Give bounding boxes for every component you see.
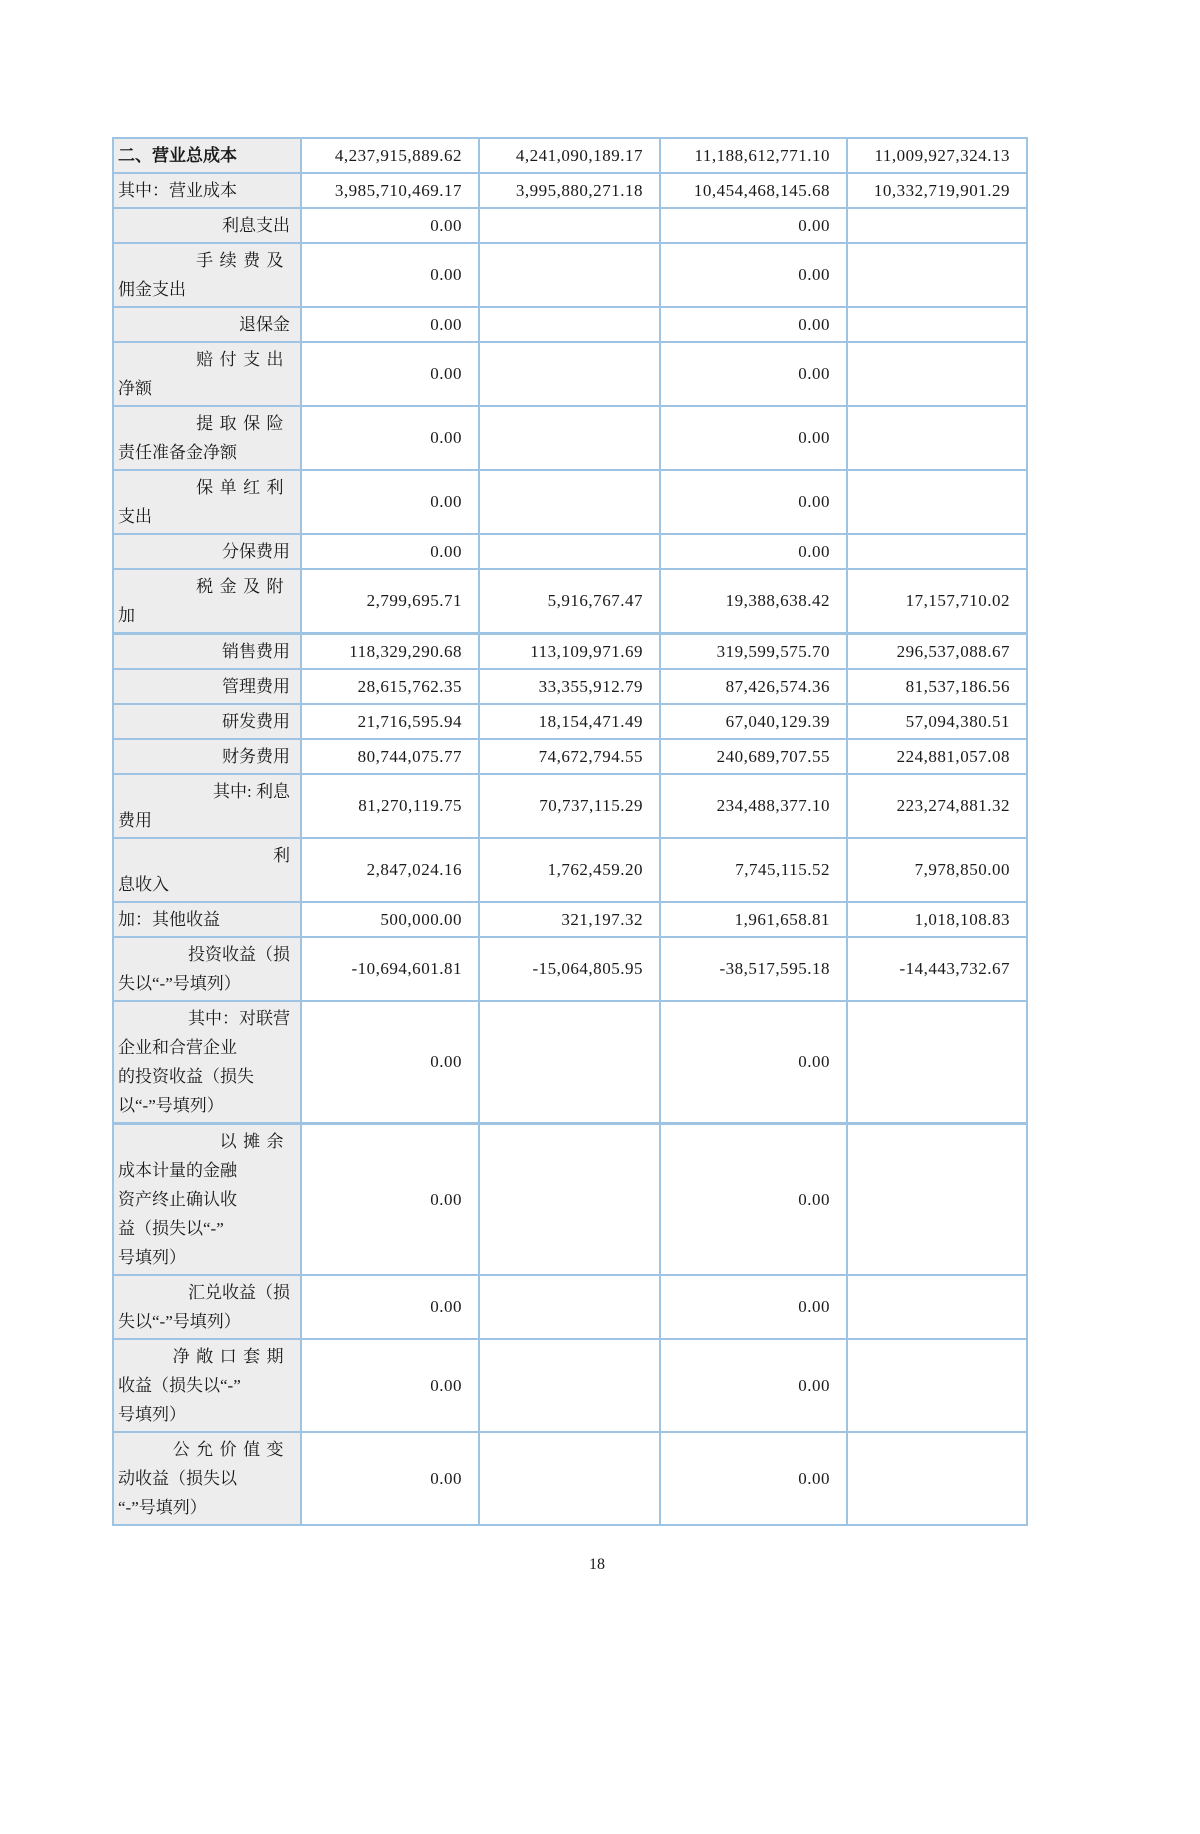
value-col3: 0.00 bbox=[660, 1001, 847, 1124]
table-row bbox=[113, 534, 1027, 569]
table-row bbox=[113, 937, 1027, 1001]
row-label: 净敞口套期 收益（损失以“-” 号填列） bbox=[113, 1339, 301, 1432]
row-label: 公允价值变 动收益（损失以 “-”号填列） bbox=[113, 1432, 301, 1525]
value-col2 bbox=[479, 243, 660, 307]
value-col2 bbox=[479, 1001, 660, 1124]
value-col3: 0.00 bbox=[660, 307, 847, 342]
value-col2 bbox=[479, 1275, 660, 1339]
value-col4 bbox=[847, 1275, 1027, 1339]
row-label: 退保金 bbox=[113, 307, 301, 342]
value-col3: 234,488,377.10 bbox=[660, 774, 847, 838]
value-col4 bbox=[847, 470, 1027, 534]
row-label: 其中：对联营 企业和合营企业 的投资收益（损失 以“-”号填列） bbox=[113, 1001, 301, 1124]
table-row bbox=[113, 173, 1027, 208]
value-col2: 5,916,767.47 bbox=[479, 569, 660, 634]
table-row bbox=[113, 406, 1027, 470]
value-col1: 0.00 bbox=[301, 1124, 479, 1276]
value-col2 bbox=[479, 1432, 660, 1525]
table-row bbox=[113, 208, 1027, 243]
value-col1: 0.00 bbox=[301, 534, 479, 569]
value-col3: 0.00 bbox=[660, 1275, 847, 1339]
row-label: 税金及附 加 bbox=[113, 569, 301, 634]
value-col4: 1,018,108.83 bbox=[847, 902, 1027, 937]
value-col1: 80,744,075.77 bbox=[301, 739, 479, 774]
value-col4 bbox=[847, 243, 1027, 307]
income-statement-table bbox=[112, 137, 1028, 1526]
value-col2: 4,241,090,189.17 bbox=[479, 138, 660, 173]
row-label: 分保费用 bbox=[113, 534, 301, 569]
table-row bbox=[113, 138, 1027, 173]
value-col4 bbox=[847, 1124, 1027, 1276]
value-col4: 224,881,057.08 bbox=[847, 739, 1027, 774]
row-label: 利息支出 bbox=[113, 208, 301, 243]
value-col2: 1,762,459.20 bbox=[479, 838, 660, 902]
value-col4: 11,009,927,324.13 bbox=[847, 138, 1027, 173]
value-col4: 7,978,850.00 bbox=[847, 838, 1027, 902]
value-col2 bbox=[479, 406, 660, 470]
value-col2: 74,672,794.55 bbox=[479, 739, 660, 774]
row-label: 利 息收入 bbox=[113, 838, 301, 902]
value-col2 bbox=[479, 470, 660, 534]
table-row bbox=[113, 739, 1027, 774]
table-row bbox=[113, 634, 1027, 670]
value-col4: 223,274,881.32 bbox=[847, 774, 1027, 838]
table-row bbox=[113, 1124, 1027, 1276]
table-row bbox=[113, 669, 1027, 704]
value-col1: 0.00 bbox=[301, 1275, 479, 1339]
value-col3: 0.00 bbox=[660, 208, 847, 243]
value-col3: 7,745,115.52 bbox=[660, 838, 847, 902]
value-col1: 2,799,695.71 bbox=[301, 569, 479, 634]
value-col1: 0.00 bbox=[301, 307, 479, 342]
row-label: 财务费用 bbox=[113, 739, 301, 774]
value-col3: 11,188,612,771.10 bbox=[660, 138, 847, 173]
value-col3: 0.00 bbox=[660, 1339, 847, 1432]
value-col4 bbox=[847, 534, 1027, 569]
page-number: 18 bbox=[589, 1556, 605, 1573]
row-label: 其中: 利息 费用 bbox=[113, 774, 301, 838]
value-col4: 10,332,719,901.29 bbox=[847, 173, 1027, 208]
row-label: 销售费用 bbox=[113, 634, 301, 670]
value-col3: 1,961,658.81 bbox=[660, 902, 847, 937]
value-col1: 0.00 bbox=[301, 1339, 479, 1432]
value-col1: -10,694,601.81 bbox=[301, 937, 479, 1001]
value-col4 bbox=[847, 208, 1027, 243]
value-col3: 0.00 bbox=[660, 342, 847, 406]
value-col1: 0.00 bbox=[301, 243, 479, 307]
row-label: 汇兑收益（损 失以“-”号填列） bbox=[113, 1275, 301, 1339]
value-col4 bbox=[847, 406, 1027, 470]
value-col1: 3,985,710,469.17 bbox=[301, 173, 479, 208]
value-col2: 70,737,115.29 bbox=[479, 774, 660, 838]
table-row bbox=[113, 243, 1027, 307]
row-label: 研发费用 bbox=[113, 704, 301, 739]
table-row bbox=[113, 569, 1027, 634]
row-label: 手续费及 佣金支出 bbox=[113, 243, 301, 307]
value-col4 bbox=[847, 1339, 1027, 1432]
value-col2 bbox=[479, 342, 660, 406]
value-col3: 0.00 bbox=[660, 406, 847, 470]
value-col1: 0.00 bbox=[301, 1432, 479, 1525]
value-col4: 81,537,186.56 bbox=[847, 669, 1027, 704]
value-col2 bbox=[479, 1339, 660, 1432]
value-col2: 113,109,971.69 bbox=[479, 634, 660, 670]
row-label: 提取保险 责任准备金净额 bbox=[113, 406, 301, 470]
value-col4 bbox=[847, 342, 1027, 406]
value-col1: 2,847,024.16 bbox=[301, 838, 479, 902]
row-label: 二、营业总成本 bbox=[113, 138, 301, 173]
value-col4: 57,094,380.51 bbox=[847, 704, 1027, 739]
value-col4: 296,537,088.67 bbox=[847, 634, 1027, 670]
value-col3: 0.00 bbox=[660, 470, 847, 534]
row-label: 以摊余 成本计量的金融 资产终止确认收 益（损失以“-” 号填列） bbox=[113, 1124, 301, 1276]
table-row bbox=[113, 470, 1027, 534]
value-col4 bbox=[847, 307, 1027, 342]
table-row bbox=[113, 342, 1027, 406]
value-col3: 240,689,707.55 bbox=[660, 739, 847, 774]
value-col1: 4,237,915,889.62 bbox=[301, 138, 479, 173]
value-col3: 319,599,575.70 bbox=[660, 634, 847, 670]
value-col1: 118,329,290.68 bbox=[301, 634, 479, 670]
value-col4 bbox=[847, 1432, 1027, 1525]
value-col2 bbox=[479, 307, 660, 342]
table-row bbox=[113, 1339, 1027, 1432]
value-col3: 0.00 bbox=[660, 1432, 847, 1525]
value-col1: 28,615,762.35 bbox=[301, 669, 479, 704]
value-col2: 33,355,912.79 bbox=[479, 669, 660, 704]
value-col3: 19,388,638.42 bbox=[660, 569, 847, 634]
value-col2: 321,197.32 bbox=[479, 902, 660, 937]
value-col1: 0.00 bbox=[301, 470, 479, 534]
value-col1: 0.00 bbox=[301, 1001, 479, 1124]
value-col4: -14,443,732.67 bbox=[847, 937, 1027, 1001]
value-col2: -15,064,805.95 bbox=[479, 937, 660, 1001]
table-row bbox=[113, 307, 1027, 342]
row-label: 赔付支出 净额 bbox=[113, 342, 301, 406]
value-col1: 21,716,595.94 bbox=[301, 704, 479, 739]
value-col1: 81,270,119.75 bbox=[301, 774, 479, 838]
value-col1: 0.00 bbox=[301, 208, 479, 243]
value-col3: 0.00 bbox=[660, 534, 847, 569]
value-col2 bbox=[479, 1124, 660, 1276]
table-row bbox=[113, 1001, 1027, 1124]
value-col2: 3,995,880,271.18 bbox=[479, 173, 660, 208]
row-label: 其中：营业成本 bbox=[113, 173, 301, 208]
row-label: 保单红利 支出 bbox=[113, 470, 301, 534]
value-col2 bbox=[479, 208, 660, 243]
table-row bbox=[113, 774, 1027, 838]
table-row bbox=[113, 1432, 1027, 1525]
value-col3: -38,517,595.18 bbox=[660, 937, 847, 1001]
document-page bbox=[0, 137, 1200, 1574]
table-row bbox=[113, 902, 1027, 937]
table-row bbox=[113, 704, 1027, 739]
value-col2 bbox=[479, 534, 660, 569]
row-label: 加：其他收益 bbox=[113, 902, 301, 937]
table-row bbox=[113, 1275, 1027, 1339]
value-col1: 0.00 bbox=[301, 342, 479, 406]
value-col1: 500,000.00 bbox=[301, 902, 479, 937]
row-label: 管理费用 bbox=[113, 669, 301, 704]
table-row bbox=[113, 838, 1027, 902]
value-col3: 67,040,129.39 bbox=[660, 704, 847, 739]
value-col4 bbox=[847, 1001, 1027, 1124]
value-col1: 0.00 bbox=[301, 406, 479, 470]
value-col3: 0.00 bbox=[660, 1124, 847, 1276]
value-col2: 18,154,471.49 bbox=[479, 704, 660, 739]
value-col3: 10,454,468,145.68 bbox=[660, 173, 847, 208]
row-label: 投资收益（损 失以“-”号填列） bbox=[113, 937, 301, 1001]
value-col3: 0.00 bbox=[660, 243, 847, 307]
value-col4: 17,157,710.02 bbox=[847, 569, 1027, 634]
value-col3: 87,426,574.36 bbox=[660, 669, 847, 704]
